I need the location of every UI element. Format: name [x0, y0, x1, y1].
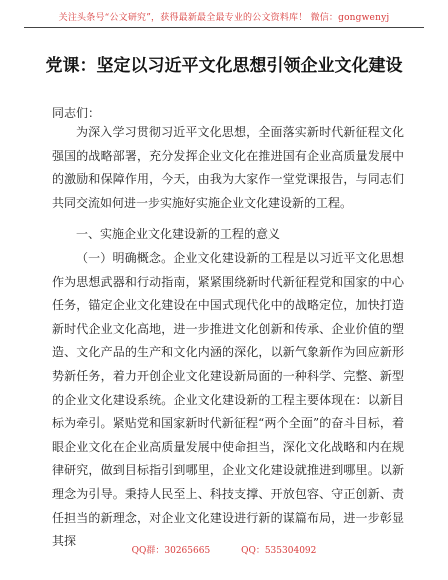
- footer-contacts: [0, 543, 448, 556]
- section-heading: 一、实施企业文化建设新的工程的意义: [76, 227, 281, 242]
- header-divider: [24, 27, 424, 28]
- qq-contact: QQ：535304092: [241, 546, 317, 556]
- document-body: [52, 121, 404, 554]
- body-paragraph: （一）明确概念。企业文化建设新的工程是以习近平文化思想作为思想武器和行动指南，紧紧围绕新时代新征程党和国家的中心任务，锚定企业文化建设在中国式现代化中的战略定位，加快打造新时代企业文化高地，进一步推进文化创新和传承、企业价值的塑造、文化产品的生产和文化内涵的深化，以新气象新作为回应新形势新任务，着力开创企业文化建设新局面的一种科学、完整、新型的企业文化建设系统。企业文化建设新的工程主要体现在：以新目标为牵引。紧贴党和国家新时代新征程“两个全面”的奋斗目标，着眼企业文化在企业高质量发展中使命担当，深化文化战略和内在规律研究，做到目标指引到哪里，企业文化建设就推进到哪里。以新理念为引导。秉持人民至上、科技支撑、开放包容、守正创新、责任担当的新理念，对企业文化建设进行新的谋篇布局，进一步彰显其探: [52, 250, 404, 549]
- salutation: 同志们：: [52, 106, 101, 120]
- document-title: 党课：坚定以习近平文化思想引领企业文化建设: [45, 56, 403, 76]
- header-banner: 关注头条号“公文研究”，获得最新最全最专业的公文资料库！ 微信：gongwenyj: [58, 13, 390, 23]
- intro-paragraph: 为深入学习贯彻习近平文化思想，全面落实新时代新征程文化强国的战略部署，充分发挥企业文化在推进国有企业高质量发展中的激励和保障作用，今天，由我为大家作一堂党课报告，与同志们共同交流如何进一步实施好实施企业文化建设新的工程。: [52, 125, 404, 210]
- qq-group: QQ群：30265665: [131, 546, 211, 556]
